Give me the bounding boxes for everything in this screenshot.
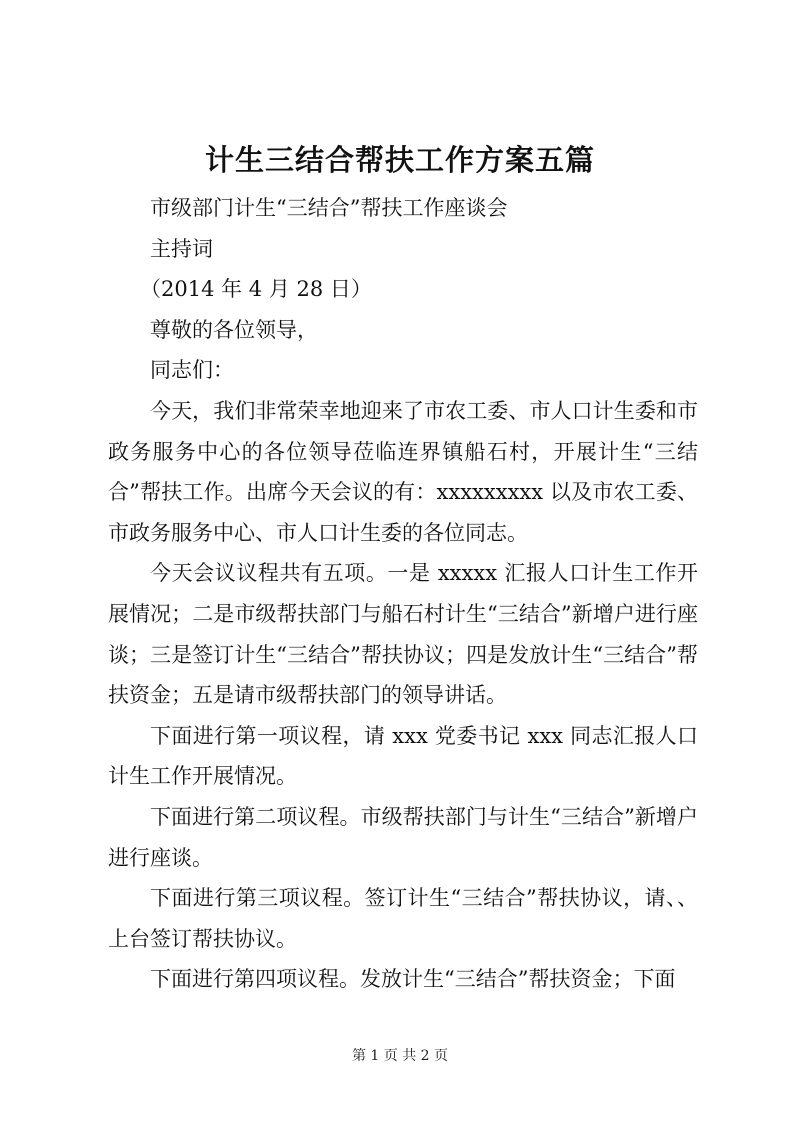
meeting-date: （2014 年 4 月 28 日） [140,277,372,302]
paragraph-opening: 今天，我们非常荣幸地迎来了市农工委、市人口计生委和市政务服务中心的各位领导莅临连界镇船石村，开展计生“三结合”帮扶工作。出席今天会议的有：xxxxxxxxx 以及市农工委、市政务服务中心、市人口计生委的各位同志。 [108,398,698,545]
paragraph-item-two: 下面进行第二项议程。市级帮扶部门与计生“三结合”新增户进行座谈。 [108,804,698,870]
salutation-leaders: 尊敬的各位领导， [150,317,318,342]
document-type: 主持词 [150,236,213,261]
page-number-footer: 第 1 页 共 2 页 [351,1048,449,1064]
paragraph-agenda: 今天会议议程共有五项。一是 xxxxx 汇报人口计生工作开展情况；二是市级帮扶部门与船石村计生“三结合”新增户进行座谈；三是签订计生“三结合”帮扶协议；四是发放计生“三结合”帮扶资金；五是请市级帮扶部门的领导讲话。 [108,561,698,708]
document-body [108,188,698,1000]
paragraph-item-four: 下面进行第四项议程。发放计生“三结合”帮扶资金；下面 [150,967,676,992]
salutation-comrades: 同志们： [150,358,234,383]
paragraph-item-one: 下面进行第一项议程，请 xxx 党委书记 xxx 同志汇报人口计生工作开展情况。 [108,723,698,789]
paragraph-item-three: 下面进行第三项议程。签订计生“三结合”帮扶协议，请、、上台签订帮扶协议。 [108,886,698,951]
document-title: 计生三结合帮扶工作方案五篇 [204,143,595,177]
meeting-name: 市级部门计生“三结合”帮扶工作座谈会 [150,196,508,220]
